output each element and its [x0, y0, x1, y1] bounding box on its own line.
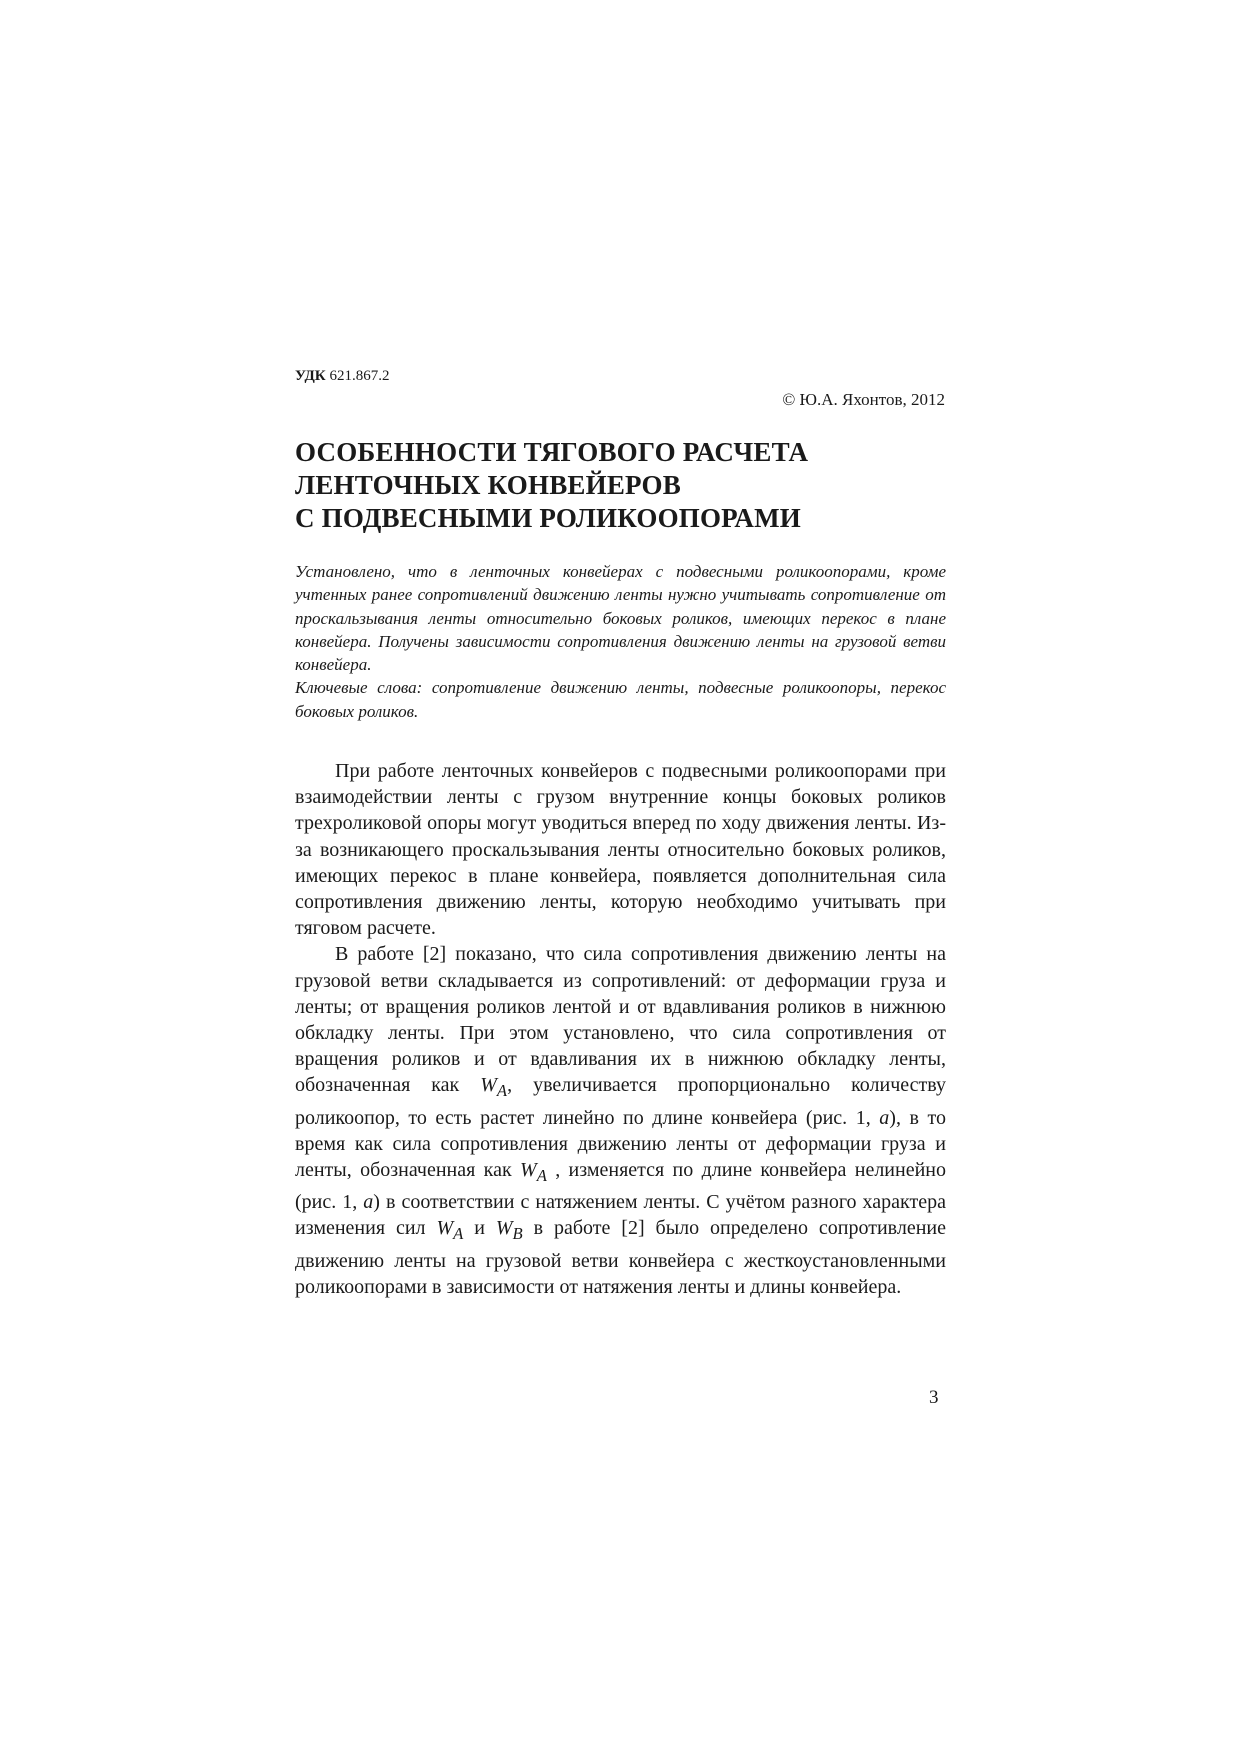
udk-label: УДК: [295, 368, 326, 384]
title-line-3: С ПОДВЕСНЫМИ РОЛИКООПОРАМИ: [295, 503, 801, 533]
symbol-wa: $W_A$: [480, 1074, 508, 1101]
text-run: , увеличивается пропорционально количеству роликоопор, то есть растет линейно по длине конвейера (рис. 1,: [295, 1074, 947, 1129]
article-title: [295, 436, 955, 535]
figure-ref-a: а: [879, 1106, 890, 1129]
symbol-wb: $W_B$: [495, 1217, 523, 1244]
title-line-2: ЛЕНТОЧНЫХ КОНВЕЙЕРОВ: [295, 470, 681, 500]
abstract-summary: Установлено, что в ленточных конвейерах с подвесными роликоопорами, кроме учтенных ранее сопротивлений движению ленты нужно учитывать сопротивление от проскальзывания ленты относительно боковых роликов, имеющих перекос в плане конвейера. Получены зависимости сопротивления движению ленты на грузовой ветви конвейера.: [295, 562, 946, 675]
title-line-1: ОСОБЕННОСТИ ТЯГОВОГО РАСЧЕТА: [295, 437, 809, 467]
figure-ref-a: а: [363, 1191, 374, 1214]
text-run: В работе [2] показано, что сила сопротивления движению ленты на грузовой ветви складывается из сопротивлений: от деформации груза и ленты; от вращения роликов лентой и от вдавливания роликов в нижнюю обкладку ленты. При этом установлено, что сила сопротивления от вращения роликов и от вдавливания их в нижнюю обкладку ленты, обозначенная как: [295, 943, 946, 1097]
article-body: [295, 758, 946, 1300]
abstract: [295, 560, 946, 723]
udk-code: 621.867.2: [329, 368, 390, 384]
copyright: © Ю.А. Яхонтов, 2012: [782, 390, 945, 409]
page-number: 3: [929, 1387, 939, 1408]
text-run: в работе [2] было определено сопротивление движению ленты на грузовой ветви конвейера с жесткоустановленными роликоопорами в зависимости от натяжения ленты и длины конвейера.: [295, 1217, 946, 1298]
text-run: ) в соответствии с натяжением ленты. С учётом разного характера изменения сил: [295, 1191, 946, 1240]
udk-line: [295, 368, 389, 385]
text-run: , изменяется по длине конвейера нелинейно (рис. 1,: [295, 1159, 946, 1214]
abstract-keywords: Ключевые слова: сопротивление движению ленты, подвесные роликоопоры, перекос боковых роликов.: [295, 678, 946, 721]
body-paragraph-2: [295, 941, 946, 1300]
symbol-wa: $W_A$: [436, 1217, 464, 1244]
body-paragraph-1: При работе ленточных конвейеров с подвесными роликоопорами при взаимодействии ленты с грузом внутренние концы боковых роликов трехроликовой опоры могут уводиться вперед по ходу движения ленты. Из-за возникающего проскальзывания ленты относительно боковых роликов, имеющих перекос в плане конвейера, появляется дополнительная сила сопротивления движению ленты, которую необходимо учитывать при тяговом расчете.: [295, 760, 946, 940]
symbol-wa: $W_A$: [520, 1159, 547, 1186]
text-run: и: [463, 1217, 496, 1240]
text-run: ), в то время как сила сопротивления движению ленты от деформации груза и ленты, обозначенная как: [295, 1106, 946, 1182]
